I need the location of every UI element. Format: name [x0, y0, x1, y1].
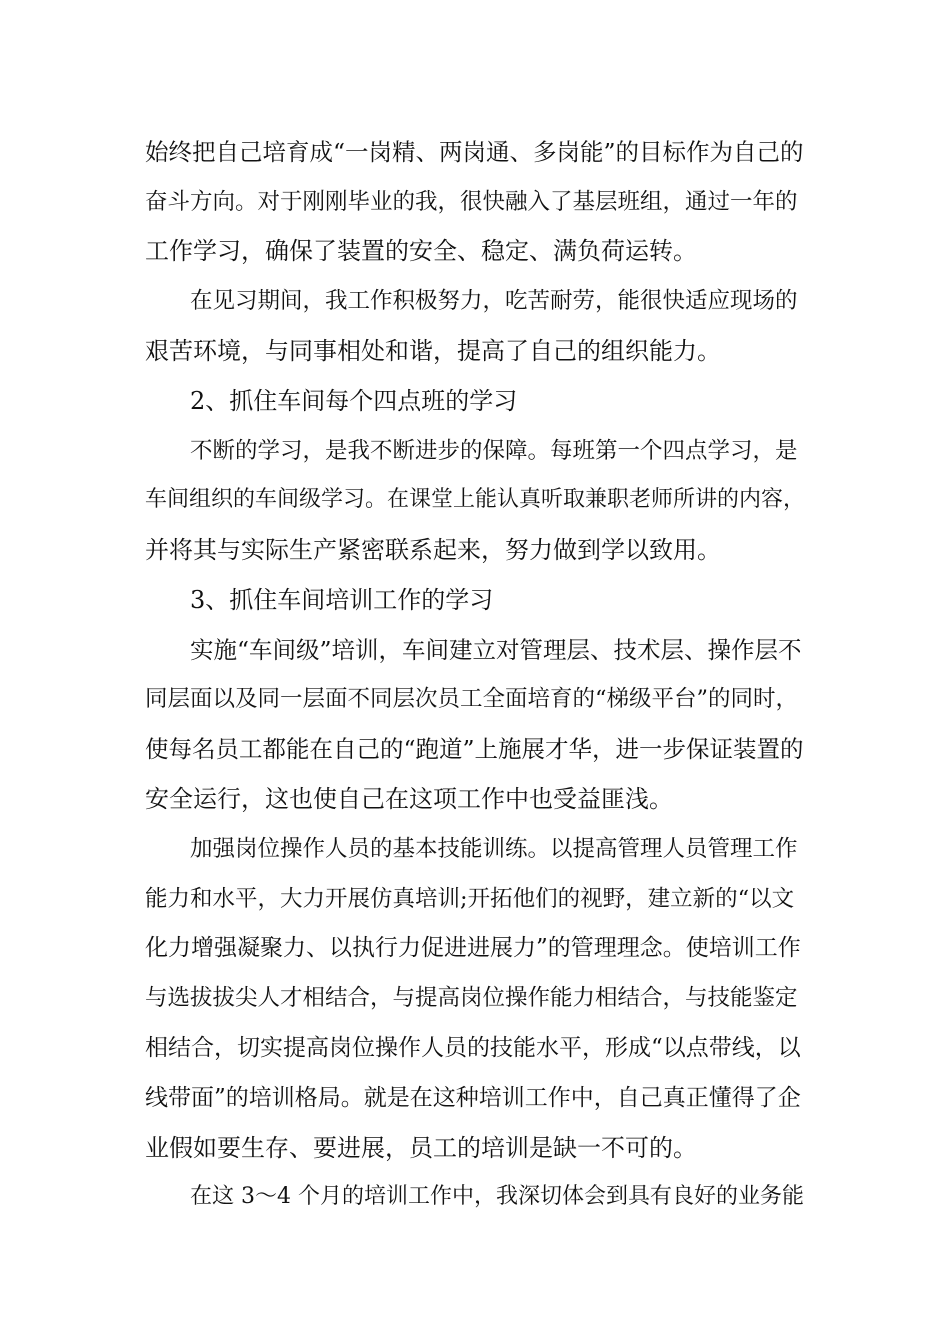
- text-line: 奋斗方向。对于刚刚毕业的我，很快融入了基层班组，通过一年的: [145, 189, 798, 215]
- text-line: 在见习期间，我工作积极努力，吃苦耐劳，能很快适应现场的: [190, 288, 798, 314]
- text-line: 安全运行，这也使自己在这项工作中也受益匪浅。: [145, 785, 673, 813]
- text-line: 相结合，切实提高岗位操作人员的技能水平，形成“以点带线，以: [145, 1035, 801, 1061]
- text-line: 在这 3～4 个月的培训工作中，我深切体会到具有良好的业务能: [190, 1184, 804, 1209]
- text-line: 化力增强凝聚力、以执行力促进进展力”的管理理念。使培训工作: [145, 935, 801, 961]
- section-heading: 2、抓住车间每个四点班的学习: [190, 387, 518, 415]
- text-line: 业假如要生存、要进展，员工的培训是缺一不可的。: [145, 1134, 697, 1162]
- text-line: 实施“车间级”培训，车间建立对管理层、技术层、操作层不: [190, 636, 802, 664]
- text-line: 工作学习，确保了装置的安全、稳定、满负荷运转。: [145, 237, 697, 265]
- text-line: 与选拔拔尖人才相结合，与提高岗位操作能力相结合，与技能鉴定: [145, 985, 798, 1011]
- text-line: 加强岗位操作人员的基本技能训练。以提高管理人员管理工作: [190, 836, 798, 862]
- text-line: 并将其与实际生产紧密联系起来，努力做到学以致用。: [145, 536, 721, 564]
- text-line: 线带面”的培训格局。就是在这种培训工作中，自己真正懂得了企: [145, 1085, 801, 1111]
- section-heading: 3、抓住车间培训工作的学习: [190, 586, 494, 614]
- text-line: 同层面以及同一层面不同层次员工全面培育的“梯级平台”的同时，: [145, 686, 799, 712]
- text-line: 能力和水平，大力开展仿真培训;开拓他们的视野，建立新的“以文: [145, 886, 795, 912]
- text-line: 始终把自己培育成“一岗精、两岗通、多岗能”的目标作为自己的: [145, 138, 804, 166]
- text-line: 艰苦环境，与同事相处和谐，提高了自己的组织能力。: [145, 337, 721, 365]
- text-line: 不断的学习，是我不断进步的保障。每班第一个四点学习，是: [190, 438, 798, 464]
- text-line: 车间组织的车间级学习。在课堂上能认真听取兼职老师所讲的内容，: [145, 487, 806, 512]
- text-line: 使每名员工都能在自己的“跑道”上施展才华，进一步保证装置的: [145, 735, 804, 763]
